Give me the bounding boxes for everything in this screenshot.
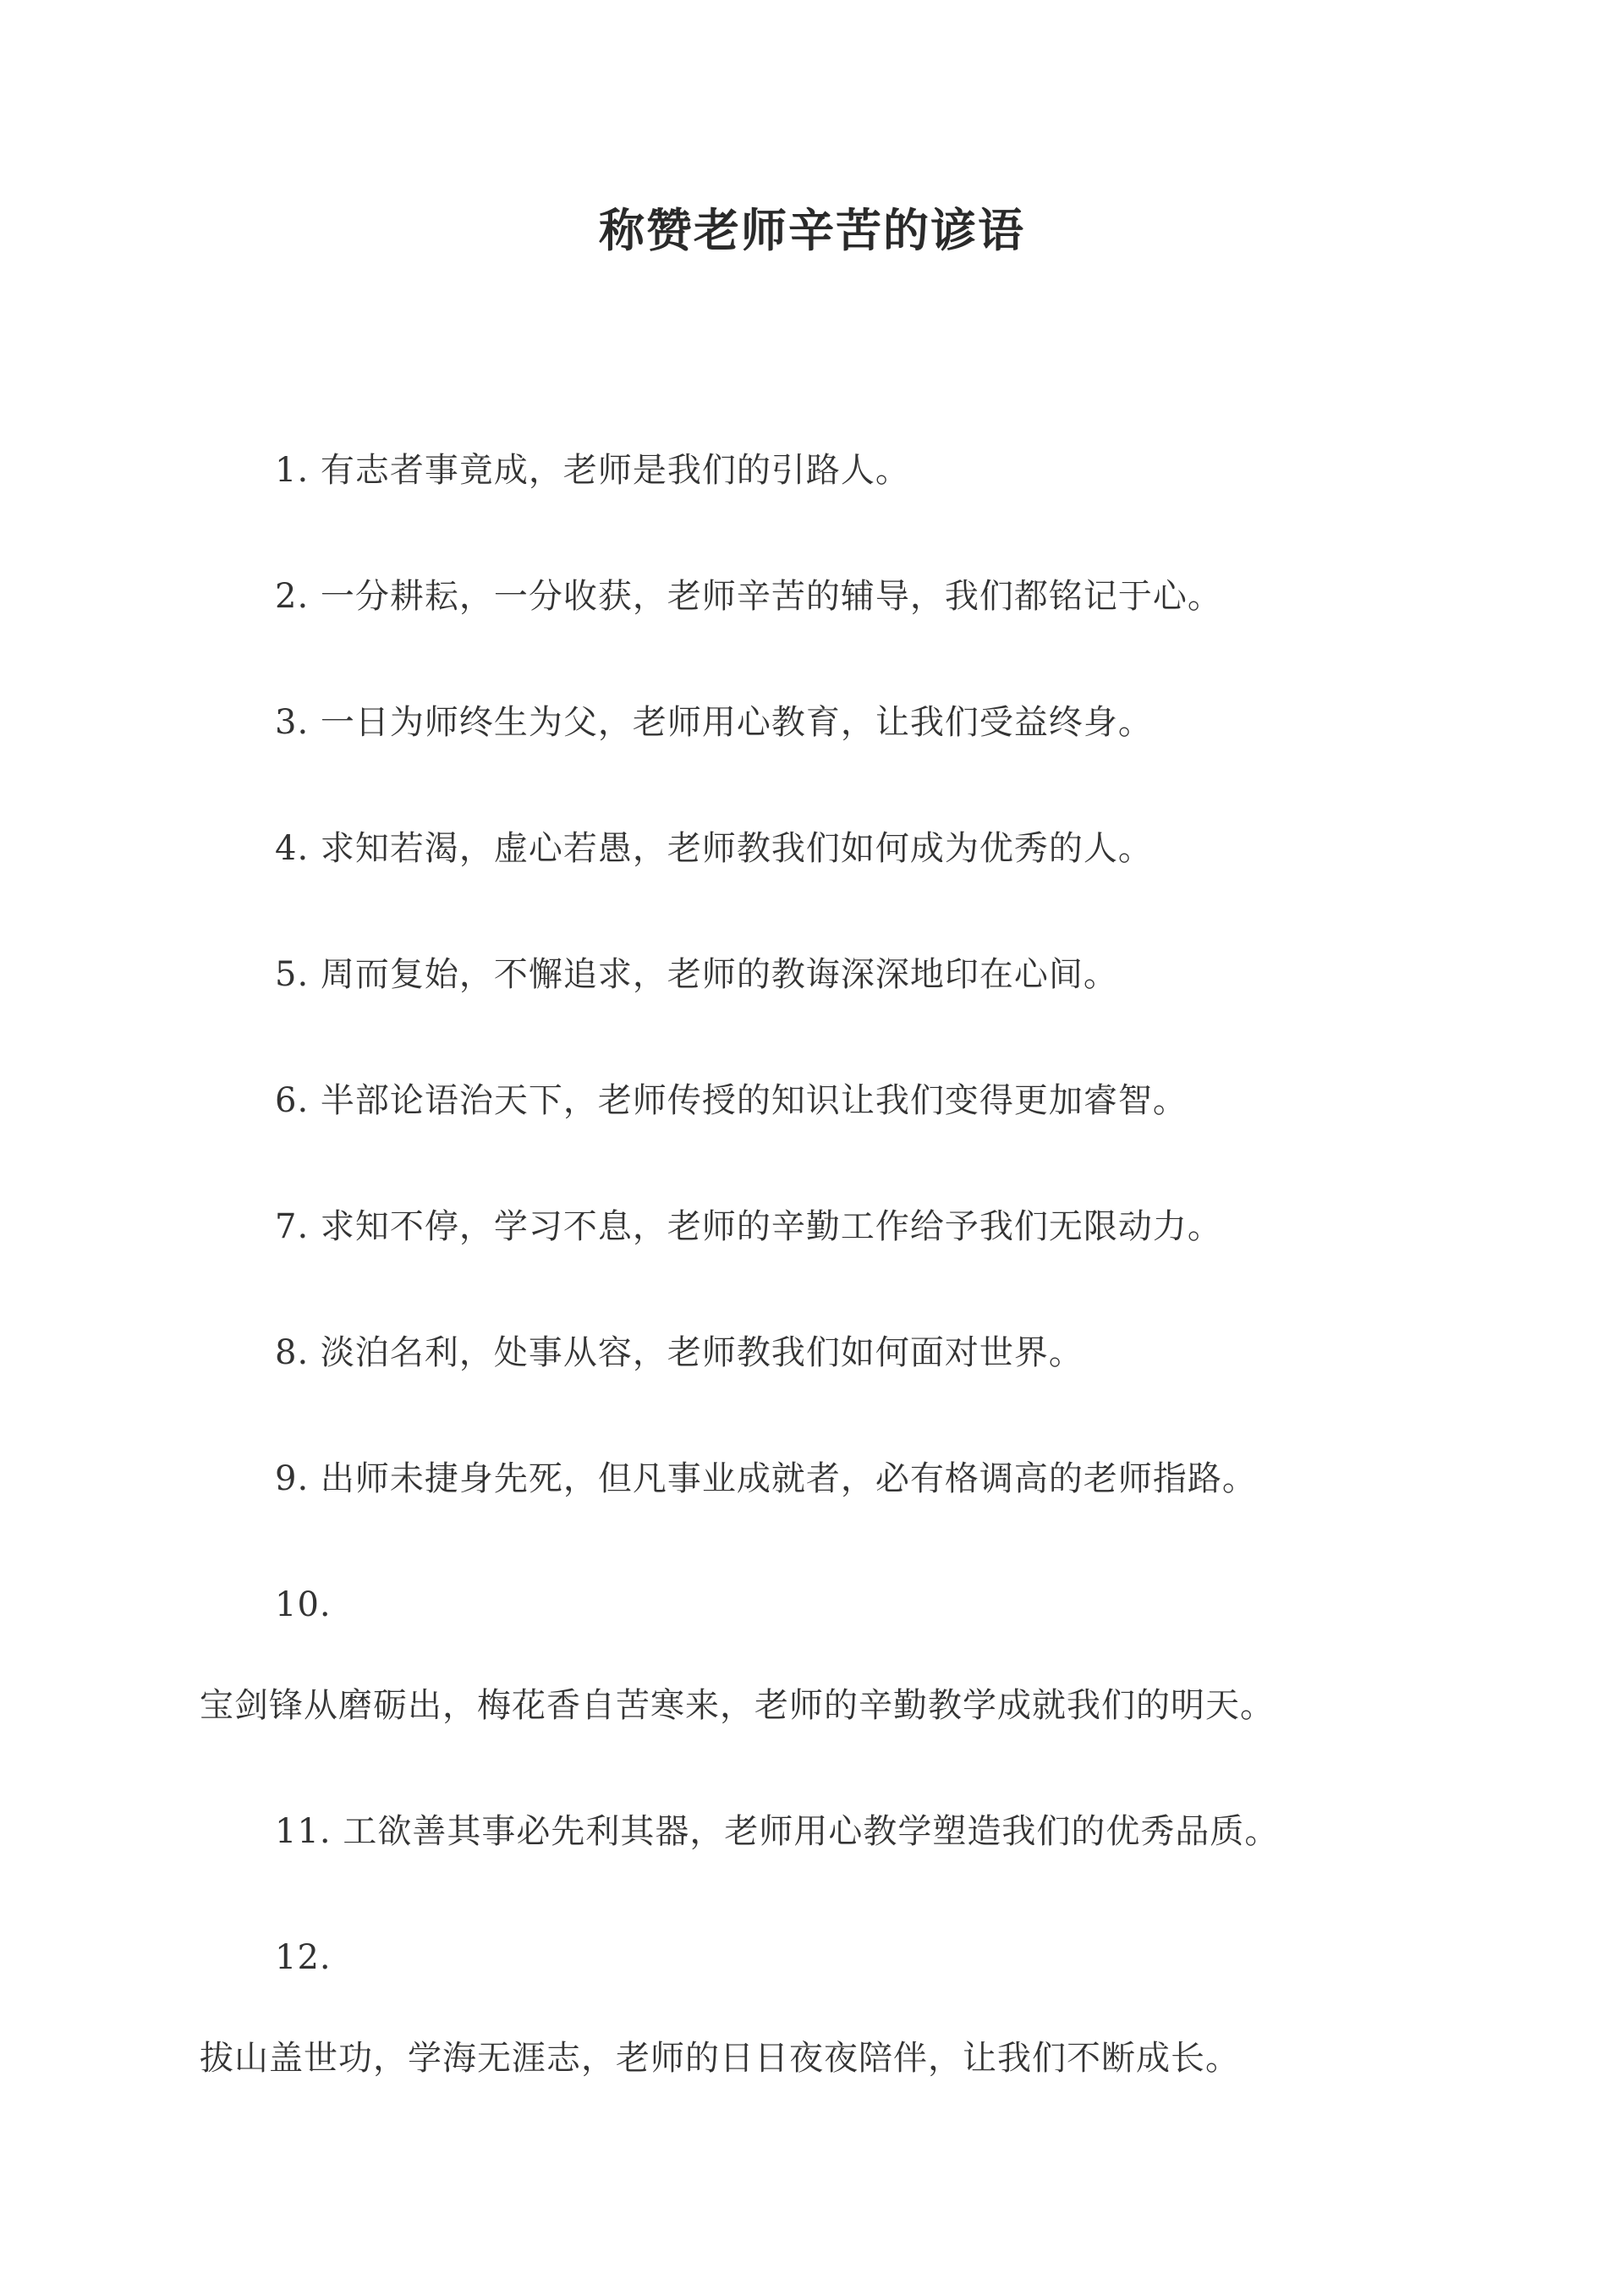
proverb-line-2: 2. 一分耕耘，一分收获，老师辛苦的辅导，我们都铭记于心。 — [275, 577, 1222, 616]
proverb-line-5: 5. 周而复始，不懈追求，老师的教诲深深地印在心间。 — [275, 955, 1118, 994]
proverb-line-12-text: 拔山盖世功，学海无涯志，老师的日日夜夜陪伴，让我们不断成长。 — [200, 2039, 1240, 2078]
proverb-line-10-text: 宝剑锋从磨砺出，梅花香自苦寒来，老师的辛勤教学成就我们的明天。 — [200, 1686, 1275, 1725]
proverb-line-3: 3. 一日为师终生为父，老师用心教育，让我们受益终身。 — [275, 703, 1153, 742]
proverb-line-11: 11. 工欲善其事必先利其器，老师用心教学塑造我们的优秀品质。 — [275, 1812, 1280, 1851]
proverb-line-8: 8. 淡泊名利，处事从容，老师教我们如何面对世界。 — [275, 1333, 1084, 1372]
proverb-line-7: 7. 求知不停，学习不息，老师的辛勤工作给予我们无限动力。 — [275, 1207, 1222, 1246]
proverb-number-10: 10. — [275, 1585, 332, 1624]
proverb-line-6: 6. 半部论语治天下，老师传授的知识让我们变得更加睿智。 — [275, 1081, 1188, 1120]
proverb-number-12: 12. — [275, 1938, 332, 1977]
proverb-line-1: 1. 有志者事竟成，老师是我们的引路人。 — [275, 451, 910, 490]
document-title: 称赞老师辛苦的谚语 — [599, 203, 1025, 257]
proverb-line-9: 9. 出师未捷身先死，但凡事业成就者，必有格调高的老师指路。 — [275, 1459, 1257, 1498]
proverb-line-4: 4. 求知若渴，虚心若愚，老师教我们如何成为优秀的人。 — [275, 829, 1153, 868]
